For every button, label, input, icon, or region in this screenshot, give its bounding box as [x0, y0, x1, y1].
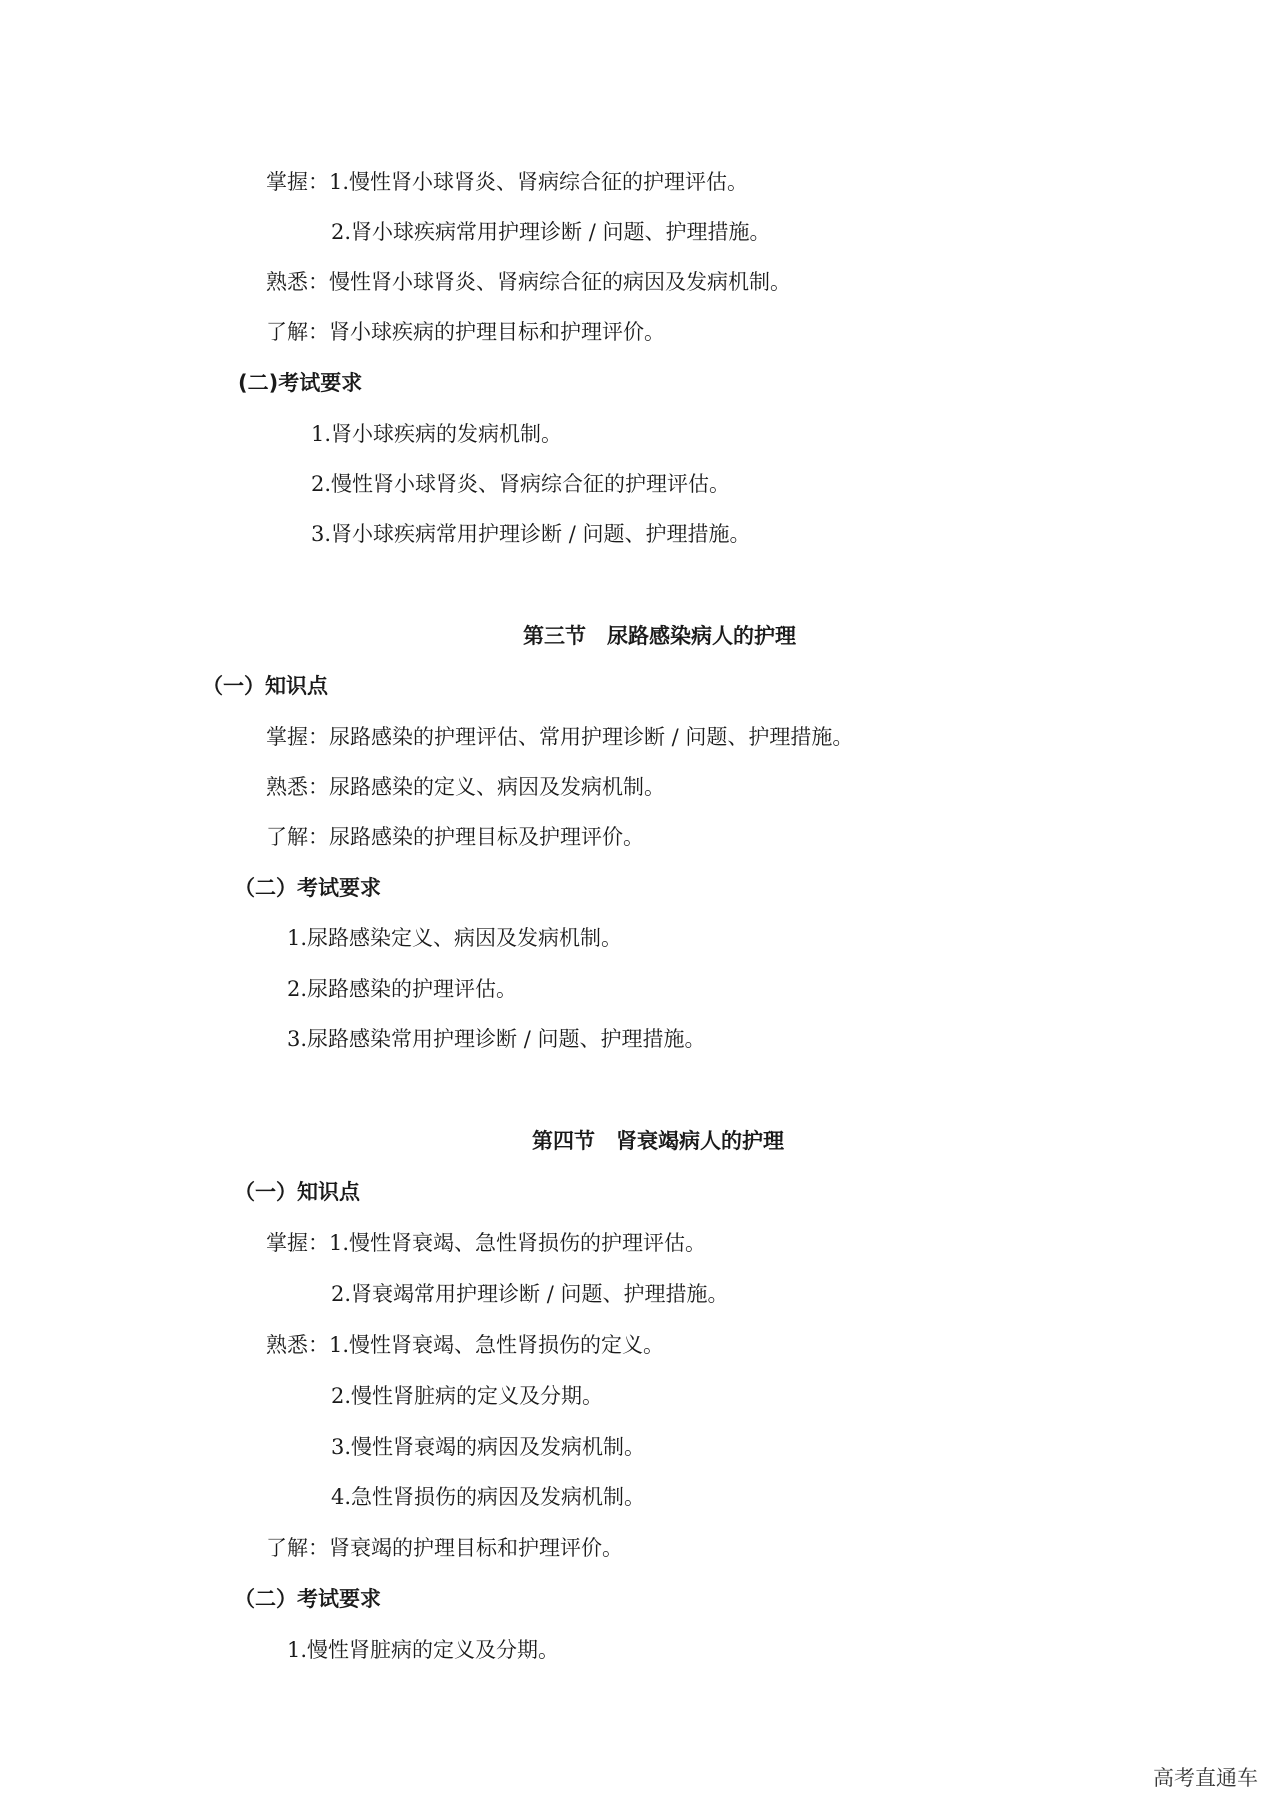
s4-knowledge-heading: （一）知识点: [234, 1180, 360, 1204]
s2-master-1: 掌握：1.慢性肾小球肾炎、肾病综合征的护理评估。: [266, 170, 749, 194]
s4-master-2: 2.肾衰竭常用护理诊断 / 问题、护理措施。: [331, 1282, 729, 1306]
s3-exam-heading: （二）考试要求: [234, 876, 381, 900]
s4-familiar-1: 熟悉：1.慢性肾衰竭、急性肾损伤的定义。: [266, 1333, 665, 1357]
s4-exam-item-1: 1.慢性肾脏病的定义及分期。: [287, 1638, 560, 1662]
s3-familiar: 熟悉：尿路感染的定义、病因及发病机制。: [266, 775, 665, 799]
s3-exam-item-2: 2.尿路感染的护理评估。: [287, 977, 518, 1001]
s3-understand: 了解：尿路感染的护理目标及护理评价。: [266, 825, 644, 849]
s2-familiar: 熟悉：慢性肾小球肾炎、肾病综合征的病因及发病机制。: [266, 270, 791, 294]
s3-exam-item-1: 1.尿路感染定义、病因及发病机制。: [287, 926, 623, 950]
s2-master-2: 2.肾小球疾病常用护理诊断 / 问题、护理措施。: [331, 220, 771, 244]
s4-master-1: 掌握：1.慢性肾衰竭、急性肾损伤的护理评估。: [266, 1231, 707, 1255]
s2-exam-item-3: 3.肾小球疾病常用护理诊断 / 问题、护理措施。: [311, 522, 751, 546]
s4-exam-heading: （二）考试要求: [234, 1587, 381, 1611]
s4-familiar-2: 2.慢性肾脏病的定义及分期。: [331, 1384, 604, 1408]
s4-familiar-4: 4.急性肾损伤的病因及发病机制。: [331, 1485, 646, 1509]
s4-familiar-3: 3.慢性肾衰竭的病因及发病机制。: [331, 1435, 646, 1459]
s4-understand: 了解：肾衰竭的护理目标和护理评价。: [266, 1536, 623, 1560]
s3-title: 第三节 尿路感染病人的护理: [523, 624, 796, 648]
s3-knowledge-heading: （一）知识点: [202, 674, 328, 698]
s2-understand: 了解：肾小球疾病的护理目标和护理评价。: [266, 320, 665, 344]
s4-title: 第四节 肾衰竭病人的护理: [532, 1129, 784, 1153]
s3-master: 掌握：尿路感染的护理评估、常用护理诊断 / 问题、护理措施。: [266, 725, 854, 749]
s2-exam-item-2: 2.慢性肾小球肾炎、肾病综合征的护理评估。: [311, 472, 731, 496]
s2-exam-heading: (二)考试要求: [238, 371, 363, 395]
s2-exam-item-1: 1.肾小球疾病的发病机制。: [311, 422, 563, 446]
watermark-text: 高考直通车: [1153, 1766, 1258, 1790]
s3-exam-item-3: 3.尿路感染常用护理诊断 / 问题、护理措施。: [287, 1027, 706, 1051]
